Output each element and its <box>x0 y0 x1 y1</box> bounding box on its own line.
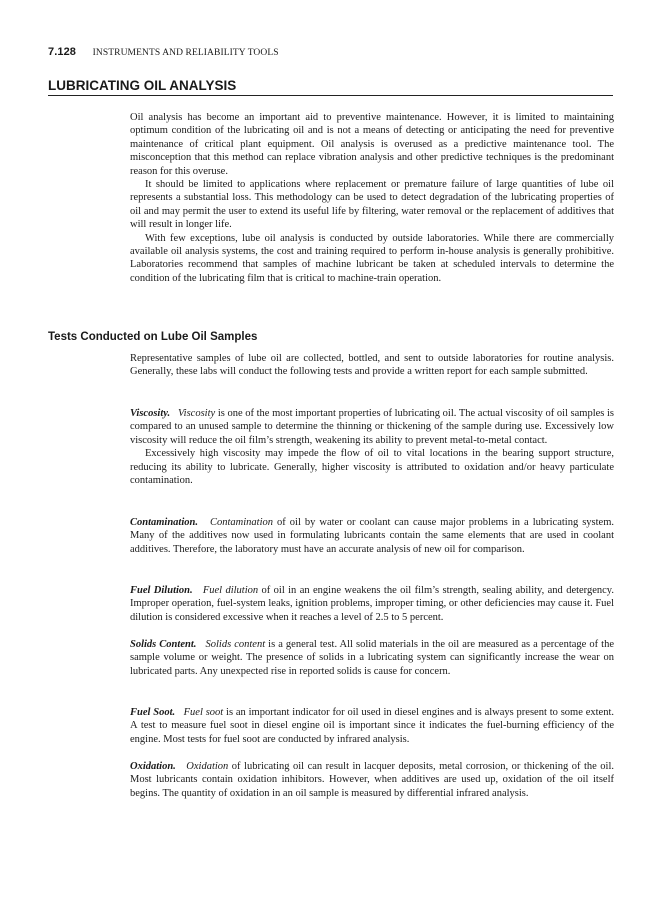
test-term: Contamination <box>210 517 274 528</box>
section-body <box>130 111 614 285</box>
test-paragraph <box>130 706 614 746</box>
test-paragraph <box>130 638 614 678</box>
body-paragraph: It should be limited to applications where replacement or premature failure of large quantities of lube oil represents a substantial loss. This methodology can be used to detect degradation of the lubricating properties of oil and may permit the user to extend its useful life by filtering, water removal or the replacement of additives that will result in longer life. <box>130 179 614 231</box>
body-paragraph: With few exceptions, lube oil analysis is conducted by outside laboratories. While there are commercially available oil analysis systems, the cost and training required to perform in-house analysis is generally prohibitive. Laboratories recommend that samples of machine lubricant be taken at scheduled intervals to determine the condition of the lubricating film that is critical to machine-train operation. <box>130 232 614 284</box>
running-title: INSTRUMENTS AND RELIABILITY TOOLS <box>92 48 279 58</box>
test-label: Fuel Soot. <box>130 707 176 718</box>
test-text: is an important indicator for oil used in diesel engines and is always present to some extent. A test to measure fuel soot in diesel engine oil is important since it indicates the fuel-burning efficiency of the engine. Most tests for fuel soot are conducted by infrared analysis. <box>130 707 614 745</box>
test-paragraph <box>130 516 614 556</box>
test-label: Fuel Dilution. <box>130 585 193 596</box>
test-label: Contamination. <box>130 517 198 528</box>
test-text: of oil by water or coolant can cause major problems in a lubricating system. Many of the additives now used in formulating lubricants contain the same elements that are used in coolant additives. Therefore, the laboratory must have an accurate analysis of new oil for comparison. <box>130 517 614 555</box>
test-label: Viscosity. <box>130 408 171 419</box>
test-paragraph <box>130 760 614 800</box>
test-text: is one of the most important properties of lubricating oil. The actual viscosity of oil samples is compared to an unused sample to determine the thinning or thickening of the sample during use. Excessively low viscosity will reduce the oil film’s strength, weakening its ability to prevent metal-to-metal contact. <box>130 408 615 446</box>
test-viscosity <box>130 407 614 487</box>
subsection-title: Tests Conducted on Lube Oil Samples <box>48 331 258 343</box>
intro-paragraph: Representative samples of lube oil are collected, bottled, and sent to outside laboratories for routine analysis. Generally, these labs will conduct the following tests and provide a written report for each sample submitted. <box>130 353 614 378</box>
test-label: Oxidation. <box>130 761 176 772</box>
test-term: Solids content <box>205 639 266 650</box>
test-term: Fuel soot <box>183 707 224 718</box>
body-paragraph: Oil analysis has become an important aid to preventive maintenance. However, it is limited to maintaining optimum condition of the lubricating oil and is not a means of detecting or anticipating the need for preventive maintenance of critical plant equipment. Oil analysis is overused as a predictive maintenance tool. The misconception that this method can replace vibration analysis and other predictive techniques is the predominant reason for this overuse. <box>130 112 614 177</box>
test-term: Viscosity <box>178 408 216 419</box>
test-fuel-dilution <box>130 584 614 624</box>
section-title: LUBRICATING OIL ANALYSIS <box>48 78 613 96</box>
test-oxidation <box>130 760 614 800</box>
test-text: of oil in an engine weakens the oil film’s strength, sealing ability, and detergency. Improper operation, fuel-system leaks, ignition problems, improper timing, or other deficiencies may cause it. Fuel dilution is considered excessive when it reaches a level of 2.5 to 5 percent. <box>130 585 615 623</box>
test-label: Solids Content. <box>130 639 197 650</box>
test-paragraph <box>130 407 614 447</box>
test-text: of lubricating oil can result in lacquer deposits, metal corrosion, or thickening of the oil. Most lubricants contain oxidation inhibitors. However, when additives are used up, oxidation of the oil itself begins. The quantity of oxidation in an oil sample is measured by differential infrared analysis. <box>130 761 614 799</box>
test-paragraph <box>130 584 614 624</box>
test-fuel-soot <box>130 706 614 746</box>
page-number: 7.128 <box>48 46 77 58</box>
subsection-intro <box>130 352 614 379</box>
test-text: is a general test. All solid materials in the oil are measured as a percentage of the sample volume or weight. The presence of solids in a lubricating system can significantly increase the wear on lubricated parts. Any unexpected rise in reported solids is cause for concern. <box>130 639 614 677</box>
test-paragraph-continued: Excessively high viscosity may impede the flow of oil to vital locations in the bearing support structure, reducing its ability to lubricate. Generally, higher viscosity is attributed to oxidation and/or heavy particulate contamination. <box>130 448 614 487</box>
test-solids-content <box>130 638 614 678</box>
test-contamination <box>130 516 614 556</box>
running-head <box>48 46 279 58</box>
test-term: Fuel dilution <box>202 585 259 596</box>
test-term: Oxidation <box>186 761 229 772</box>
